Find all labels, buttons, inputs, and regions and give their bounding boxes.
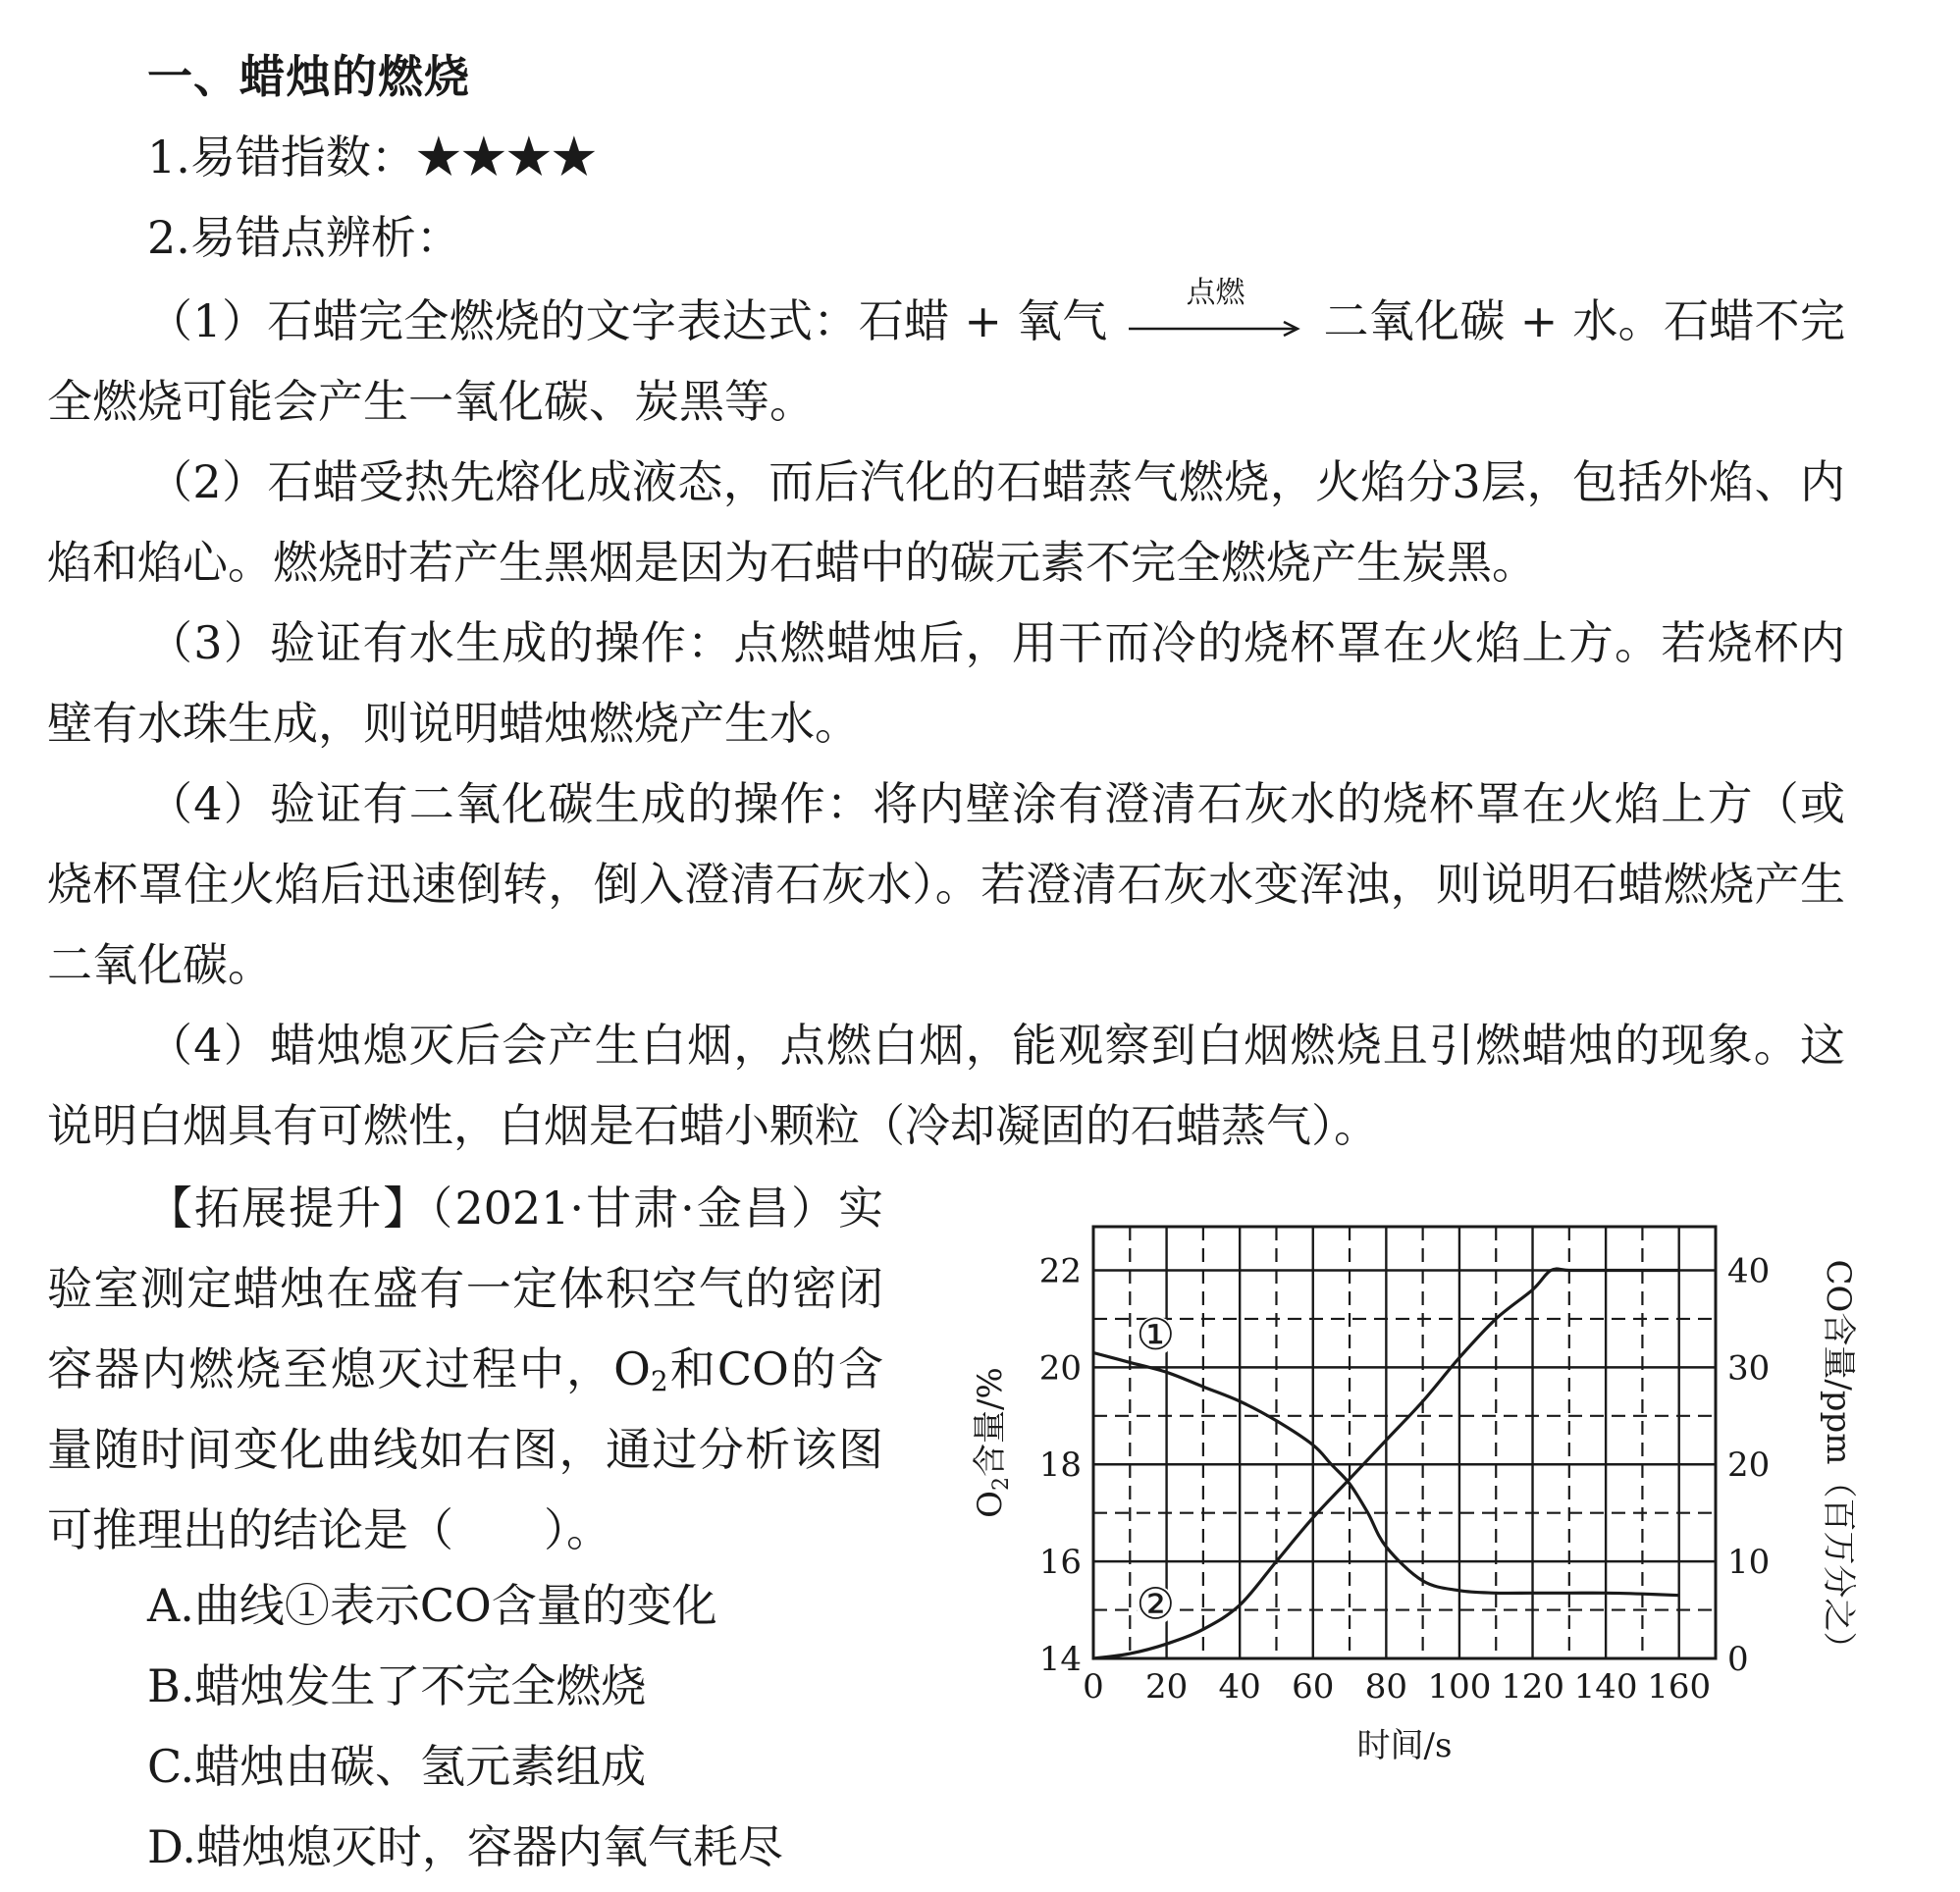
y-axis-left-label bbox=[971, 1367, 1014, 1518]
x-tick-label: 100 bbox=[1427, 1667, 1492, 1707]
x-tick-label: 120 bbox=[1501, 1667, 1564, 1707]
point-3: （3）验证有水生成的操作：点燃蜡烛后，用干而冷的烧杯罩在火焰上方。若烧杯内壁有水珠生成，则说明蜡烛燃烧产生水。 bbox=[47, 616, 1845, 750]
combustion-chart bbox=[942, 1197, 1865, 1806]
y-right-tick-label: 20 bbox=[1727, 1445, 1771, 1486]
arrow-condition: 点燃 bbox=[1186, 276, 1245, 310]
y-right-tick-label: 30 bbox=[1727, 1348, 1771, 1389]
y-right-tick-label: 40 bbox=[1727, 1251, 1771, 1291]
y-left-label-sub: 2 bbox=[989, 1476, 1014, 1491]
option-d[interactable]: D.蜡烛熄灭时，容器内氧气耗尽 bbox=[147, 1820, 783, 1873]
x-tick-label: 160 bbox=[1647, 1667, 1712, 1707]
point-1 bbox=[47, 276, 1845, 442]
point-2: （2）石蜡受热先熔化成液态，而后汽化的石蜡蒸气燃烧，火焰分3层，包括外焰、内焰和焰心。燃烧时若产生黑烟是因为石蜡中的碳元素不完全燃烧产生炭黑。 bbox=[47, 455, 1845, 589]
y-axis-left-label-group bbox=[971, 1367, 1014, 1518]
y-left-label-pre: O bbox=[971, 1490, 1010, 1518]
y-axis-right-label: CO含量/ppm（百万分之） bbox=[1819, 1259, 1858, 1665]
x-tick-label: 80 bbox=[1364, 1667, 1407, 1707]
error-index-stars: ★★★★ bbox=[415, 131, 597, 184]
analysis-label: 2.易错点辨析： bbox=[147, 211, 461, 264]
x-tick-label: 20 bbox=[1144, 1667, 1189, 1707]
x-axis-label: 时间/s bbox=[1356, 1726, 1453, 1765]
x-tick-label: 60 bbox=[1292, 1667, 1335, 1707]
y-left-tick-label: 18 bbox=[1038, 1445, 1082, 1486]
question-intro-pre: 【拓展提升】（2021·甘肃·金昌）实验室测定蜡烛在盛有一定体积空气的密闭容器内燃烧至熄灭过程中，O bbox=[47, 1182, 883, 1395]
y-left-label-post: 含量/% bbox=[971, 1367, 1010, 1477]
y-right-tick-label: 0 bbox=[1727, 1640, 1749, 1679]
question-stem bbox=[47, 1168, 883, 1570]
error-index bbox=[147, 122, 597, 186]
section-title: 一、蜡烛的燃烧 bbox=[147, 50, 470, 103]
x-tick-label: 140 bbox=[1573, 1667, 1638, 1707]
y-left-tick-label: 22 bbox=[1038, 1251, 1082, 1291]
y-left-tick-label: 16 bbox=[1038, 1543, 1082, 1583]
x-tick-label: 40 bbox=[1218, 1667, 1261, 1707]
point-5: （4）蜡烛熄灭后会产生白烟，点燃白烟，能观察到白烟燃烧且引燃蜡烛的现象。这说明白烟具有可燃性，白烟是石蜡小颗粒（冷却凝固的石蜡蒸气）。 bbox=[47, 1019, 1845, 1152]
question-intro-post: 和CO的含量随时间变化曲线如右图，通过分析该图可推理出的结论是（ ）。 bbox=[47, 1342, 883, 1556]
error-index-label: 1.易错指数： bbox=[147, 131, 416, 184]
option-c[interactable]: C.蜡烛由碳、氢元素组成 bbox=[147, 1740, 647, 1793]
point-1-pre: （1）石蜡完全燃烧的文字表达式：石蜡 + 氧气 bbox=[147, 294, 1123, 347]
reaction-arrow bbox=[1123, 276, 1309, 347]
point-4: （4）验证有二氧化碳生成的操作：将内壁涂有澄清石灰水的烧杯罩在火焰上方（或烧杯罩住火焰后迅速倒转，倒入澄清石灰水）。若澄清石灰水变浑浊，则说明石蜡燃烧产生二氧化碳。 bbox=[47, 777, 1845, 991]
point-1-post: 二氧化碳 + 水。石蜡不完全燃烧可能会产生一氧化碳、炭黑等。 bbox=[47, 294, 1845, 428]
y-axis-right-label-group bbox=[1819, 1259, 1858, 1664]
series-label-1: ① bbox=[1136, 1310, 1176, 1361]
y-right-tick-label: 10 bbox=[1727, 1543, 1771, 1583]
question-intro-sub: 2 bbox=[650, 1365, 668, 1397]
series-label-2: ② bbox=[1136, 1579, 1176, 1630]
y-left-tick-label: 14 bbox=[1038, 1640, 1082, 1679]
option-b[interactable]: B.蜡烛发生了不完全燃烧 bbox=[147, 1659, 647, 1712]
x-tick-label: 0 bbox=[1083, 1667, 1104, 1707]
y-left-tick-label: 20 bbox=[1038, 1348, 1082, 1389]
option-a[interactable]: A.曲线①表示CO含量的变化 bbox=[147, 1579, 717, 1632]
